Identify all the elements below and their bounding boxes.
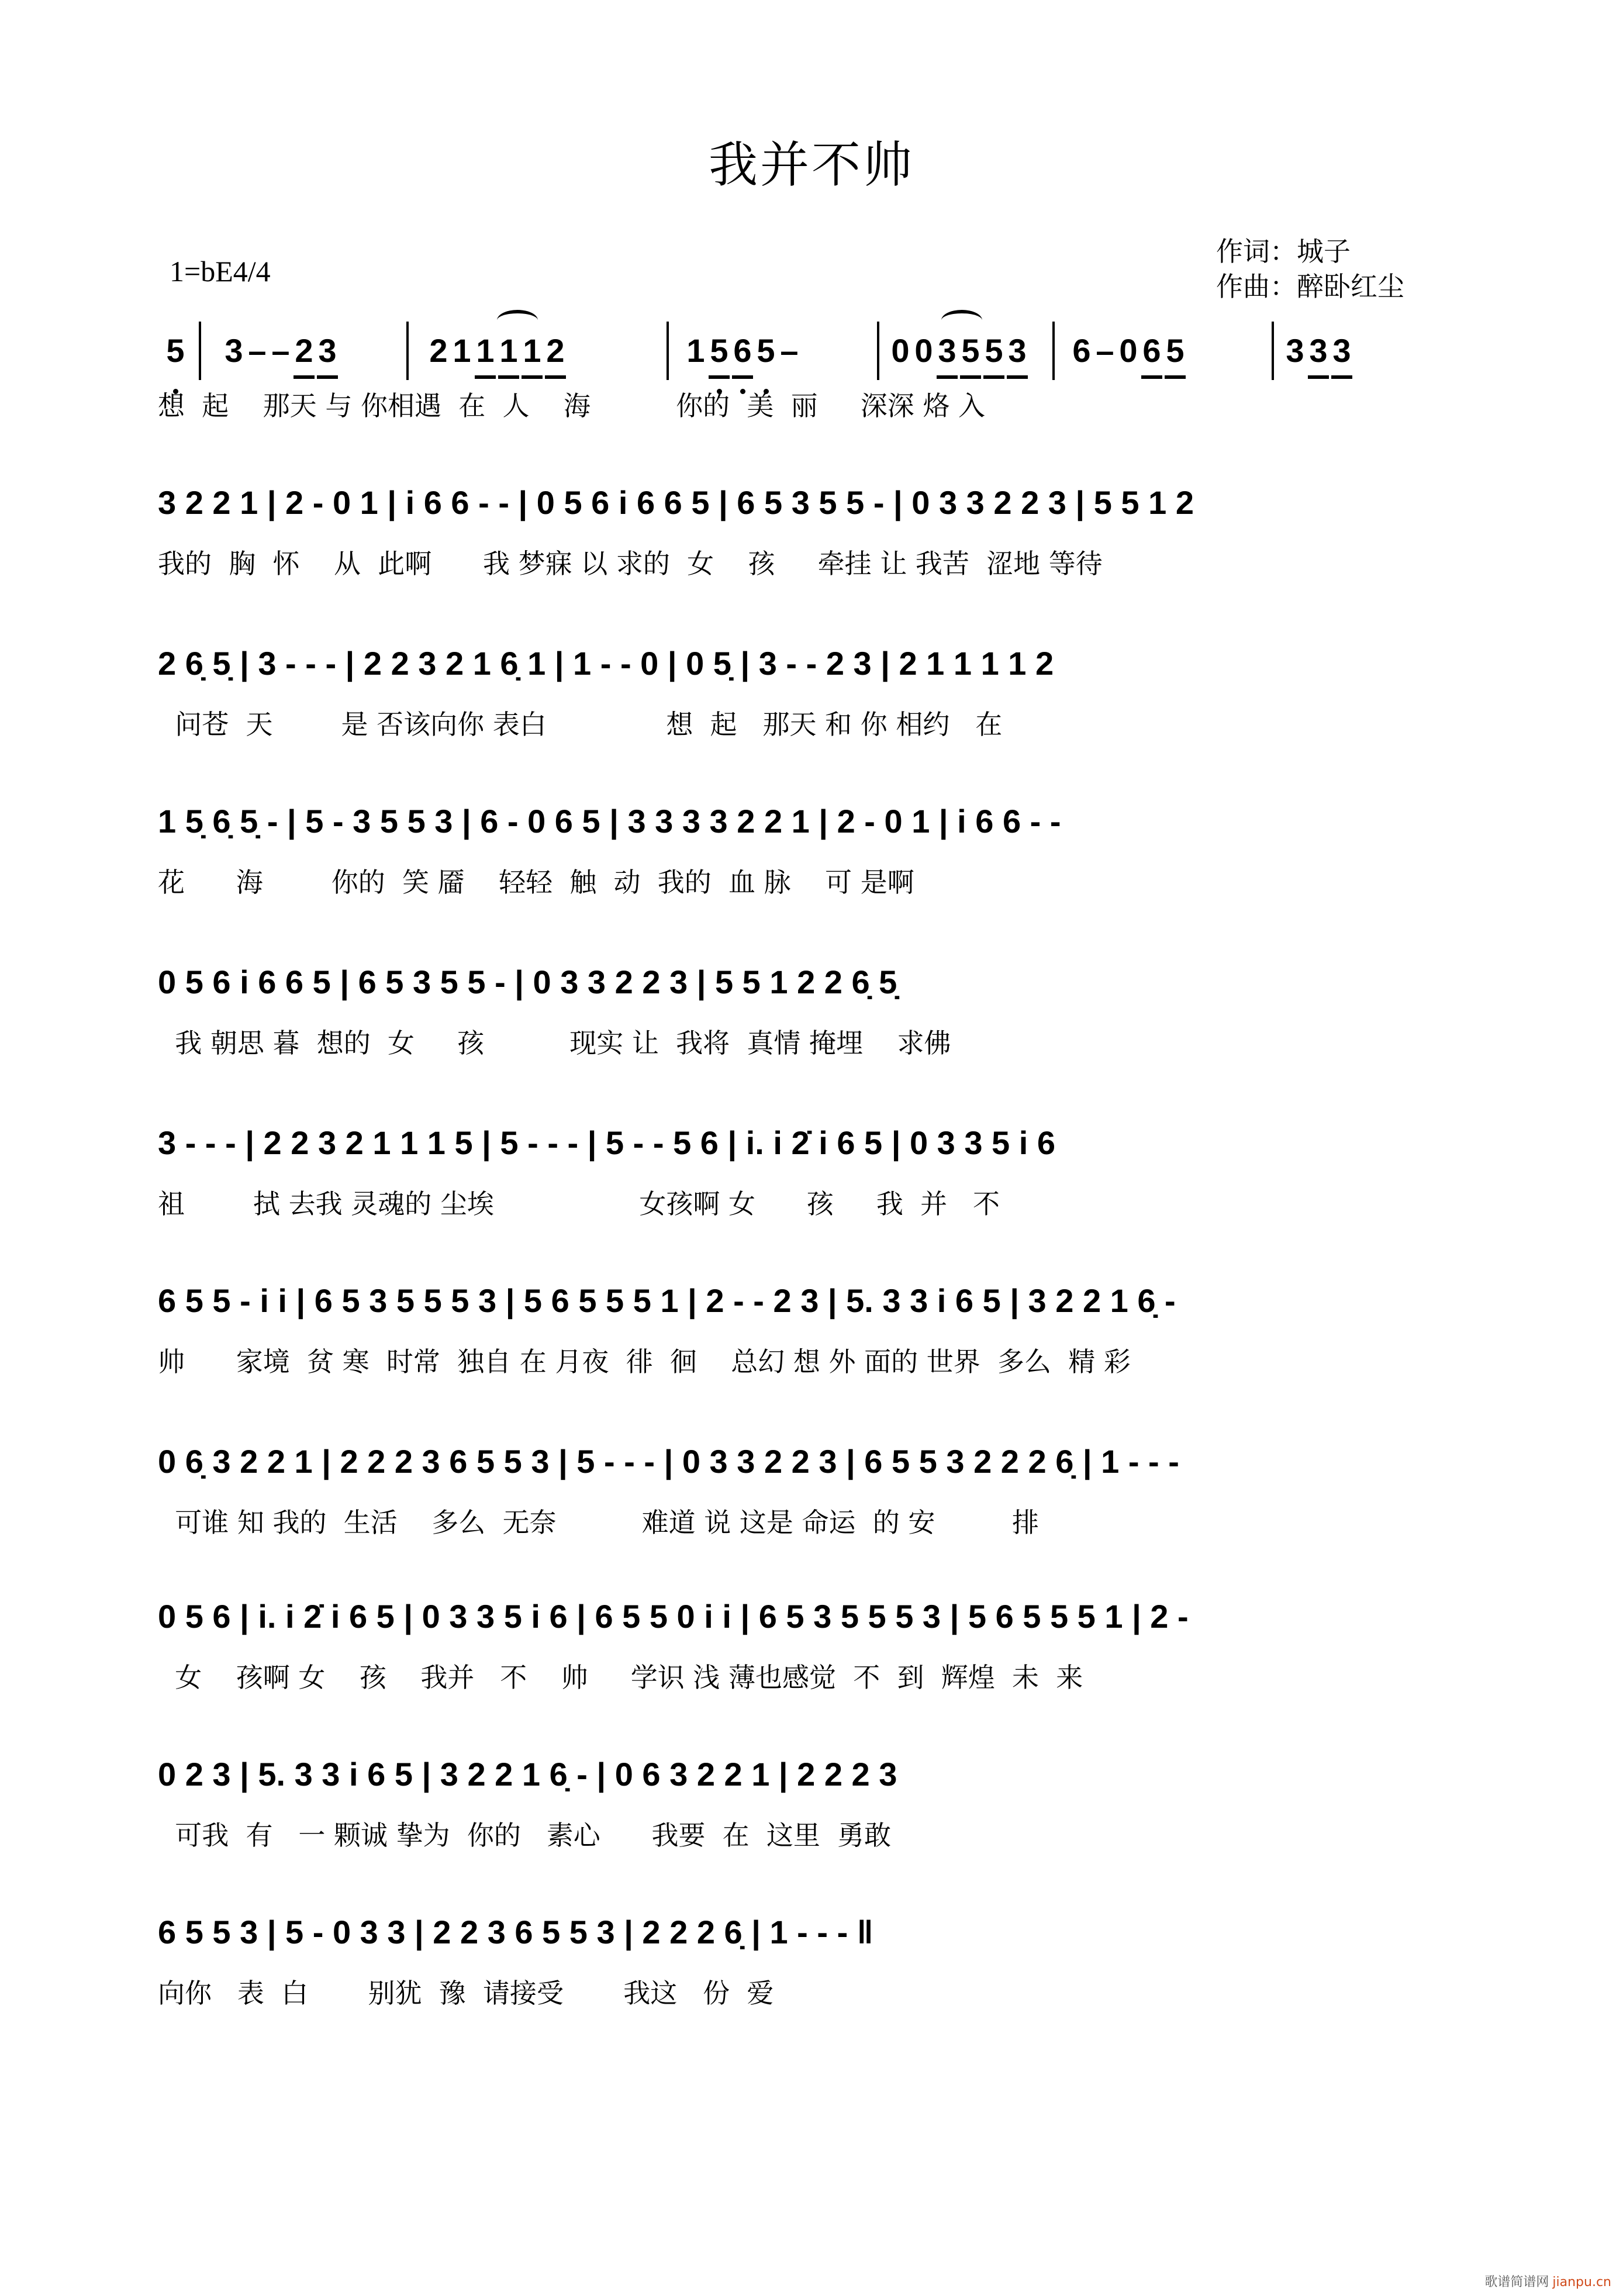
credits: [1216, 234, 1404, 304]
watermark: [1484, 2272, 1611, 2290]
lyrics-line: 花 海 你的 笑 靥 轻轻 触 动 我的 血 脉 可 是啊: [158, 866, 914, 898]
score-row-7: [158, 1266, 1473, 1377]
notation-line: 0 5 6 i 6 6 5 | 6 5 3 5 5 - | 0 3 3 2 2 3 | 5 5 1 2 2 6̣ 5̣: [158, 964, 897, 1000]
notation-line: 3 - - - | 2 2 3 2 1 1 1 5 | 5 - - - | 5 - - 5 6 | i. i 2̇ i 6 5 | 0 3 3 5 i 6: [158, 1124, 1056, 1161]
slur: [497, 310, 538, 331]
notation-line: 6 5 5 - i i | 6 5 3 5 5 5 3 | 5 6 5 5 5 1 | 2 - - 2 3 | 5. 3 3 i 6 5 | 3 2 2 1 6̣ -: [158, 1282, 1176, 1319]
barline: [1272, 322, 1274, 380]
score-row-10: [158, 1739, 1473, 1851]
lyrics-line: 可谁 知 我的 生活 多么 无奈 难道 说 这是 命运 的 安 排: [158, 1507, 1040, 1538]
song-title: 我并不帅: [708, 136, 914, 194]
barline: [667, 322, 669, 380]
score-row-9: [158, 1582, 1473, 1693]
notation-line: 1 5̣ 6̣ 5̣ - | 5 - 3 5 5 3 | 6 - 0 6 5 | 3 3 3 3 2 2 1 | 2 - 0 1 | i 6 6 - -: [158, 803, 1061, 840]
composer-credit: 作曲：醉卧红尘: [1216, 271, 1404, 302]
lyrics-line: 问苍 天 是 否该向你 表白 想 起 那天 和 你 相约 在: [158, 709, 1003, 740]
notation-line: 2 6̣ 5̣ | 3 - - - | 2 2 3 2 1 6̣ 1 | 1 - - 0 | 0 5̣ | 3 - - 2 3 | 2 1 1 1 1 2: [158, 645, 1054, 682]
watermark-text: 歌谱简谱网: [1484, 2275, 1549, 2290]
lyrics-line: 我的 胸 怀 从 此啊 我 梦寐 以 求的 女 孩 牵挂 让 我苦 涩地 等待: [158, 548, 1103, 579]
score-row-3: [158, 629, 1473, 740]
score-row-11: [158, 1897, 1473, 2009]
score-row-8: [158, 1427, 1473, 1538]
score-row-5: [158, 947, 1473, 1059]
lyrics-line: 祖 拭 去我 灵魂的 尘埃 女孩啊 女 孩 我 并 不: [158, 1188, 1000, 1220]
notation-line: 5 3 – – 2 3 2 1 1 1 1 2 1 5 6 5 – 0 0 3 5 5 3 6 – 0 6 5 3 3 3: [158, 310, 1473, 380]
notation-line: 0 6̣ 3 2 2 1 | 2 2 2 3 6 5 5 3 | 5 - - - | 0 3 3 2 2 3 | 6 5 5 3 2 2 2 6̣ | 1 - - -: [158, 1443, 1179, 1480]
lyrics-line: 女 孩啊 女 孩 我并 不 帅 学识 浅 薄也感觉 不 到 辉煌 未 来: [158, 1662, 1083, 1693]
score-row-1: [158, 310, 1473, 422]
notation-line: 3 2 2 1 | 2 - 0 1 | i 6 6 - - | 0 5 6 i 6 6 5 | 6 5 3 5 5 - | 0 3 3 2 2 3 | 5 5 1 2: [158, 484, 1194, 521]
barline: [877, 322, 879, 380]
slur: [941, 310, 982, 331]
barline: [406, 322, 409, 380]
barline: [1052, 322, 1055, 380]
lyrics-line: 可我 有 一 颗诚 挚为 你的 素心 我要 在 这里 勇敢: [158, 1819, 892, 1851]
lyricist-credit: 作词：城子: [1216, 236, 1351, 267]
lyrics-line: 想 起 那天 与 你相遇 在 人 海 你的 美 丽 深深 烙 入: [158, 390, 986, 422]
key-signature: 1=bE4/4: [170, 255, 271, 288]
barline: [199, 322, 201, 380]
watermark-brand: jianpu.cn: [1552, 2275, 1611, 2290]
note: 5: [164, 327, 187, 374]
notation-line: 6 5 5 3 | 5 - 0 3 3 | 2 2 3 6 5 5 3 | 2 2 2 6̣ | 1 - - - ‖: [158, 1914, 873, 1950]
score-row-4: [158, 786, 1473, 898]
score-row-2: [158, 468, 1473, 579]
notation-line: 0 5 6 | i. i 2̇ i 6 5 | 0 3 3 5 i 6 | 6 5 5 0 i i | 6 5 3 5 5 5 3 | 5 6 5 5 5 1 | 2 -: [158, 1598, 1189, 1635]
lyrics-line: 帅 家境 贫 寒 时常 独自 在 月夜 徘 徊 总幻 想 外 面的 世界 多么 精 彩: [158, 1346, 1131, 1377]
notation-line: 0 2 3 | 5. 3 3 i 6 5 | 3 2 2 1 6̣ - | 0 6 3 2 2 1 | 2 2 2 3: [158, 1756, 897, 1793]
lyrics-line: 我 朝思 暮 想的 女 孩 现实 让 我将 真情 掩埋 求佛: [158, 1027, 951, 1059]
score-row-6: [158, 1108, 1473, 1220]
lyrics-line: 向你 表 白 别犹 豫 请接受 我这 份 爱: [158, 1977, 774, 2009]
